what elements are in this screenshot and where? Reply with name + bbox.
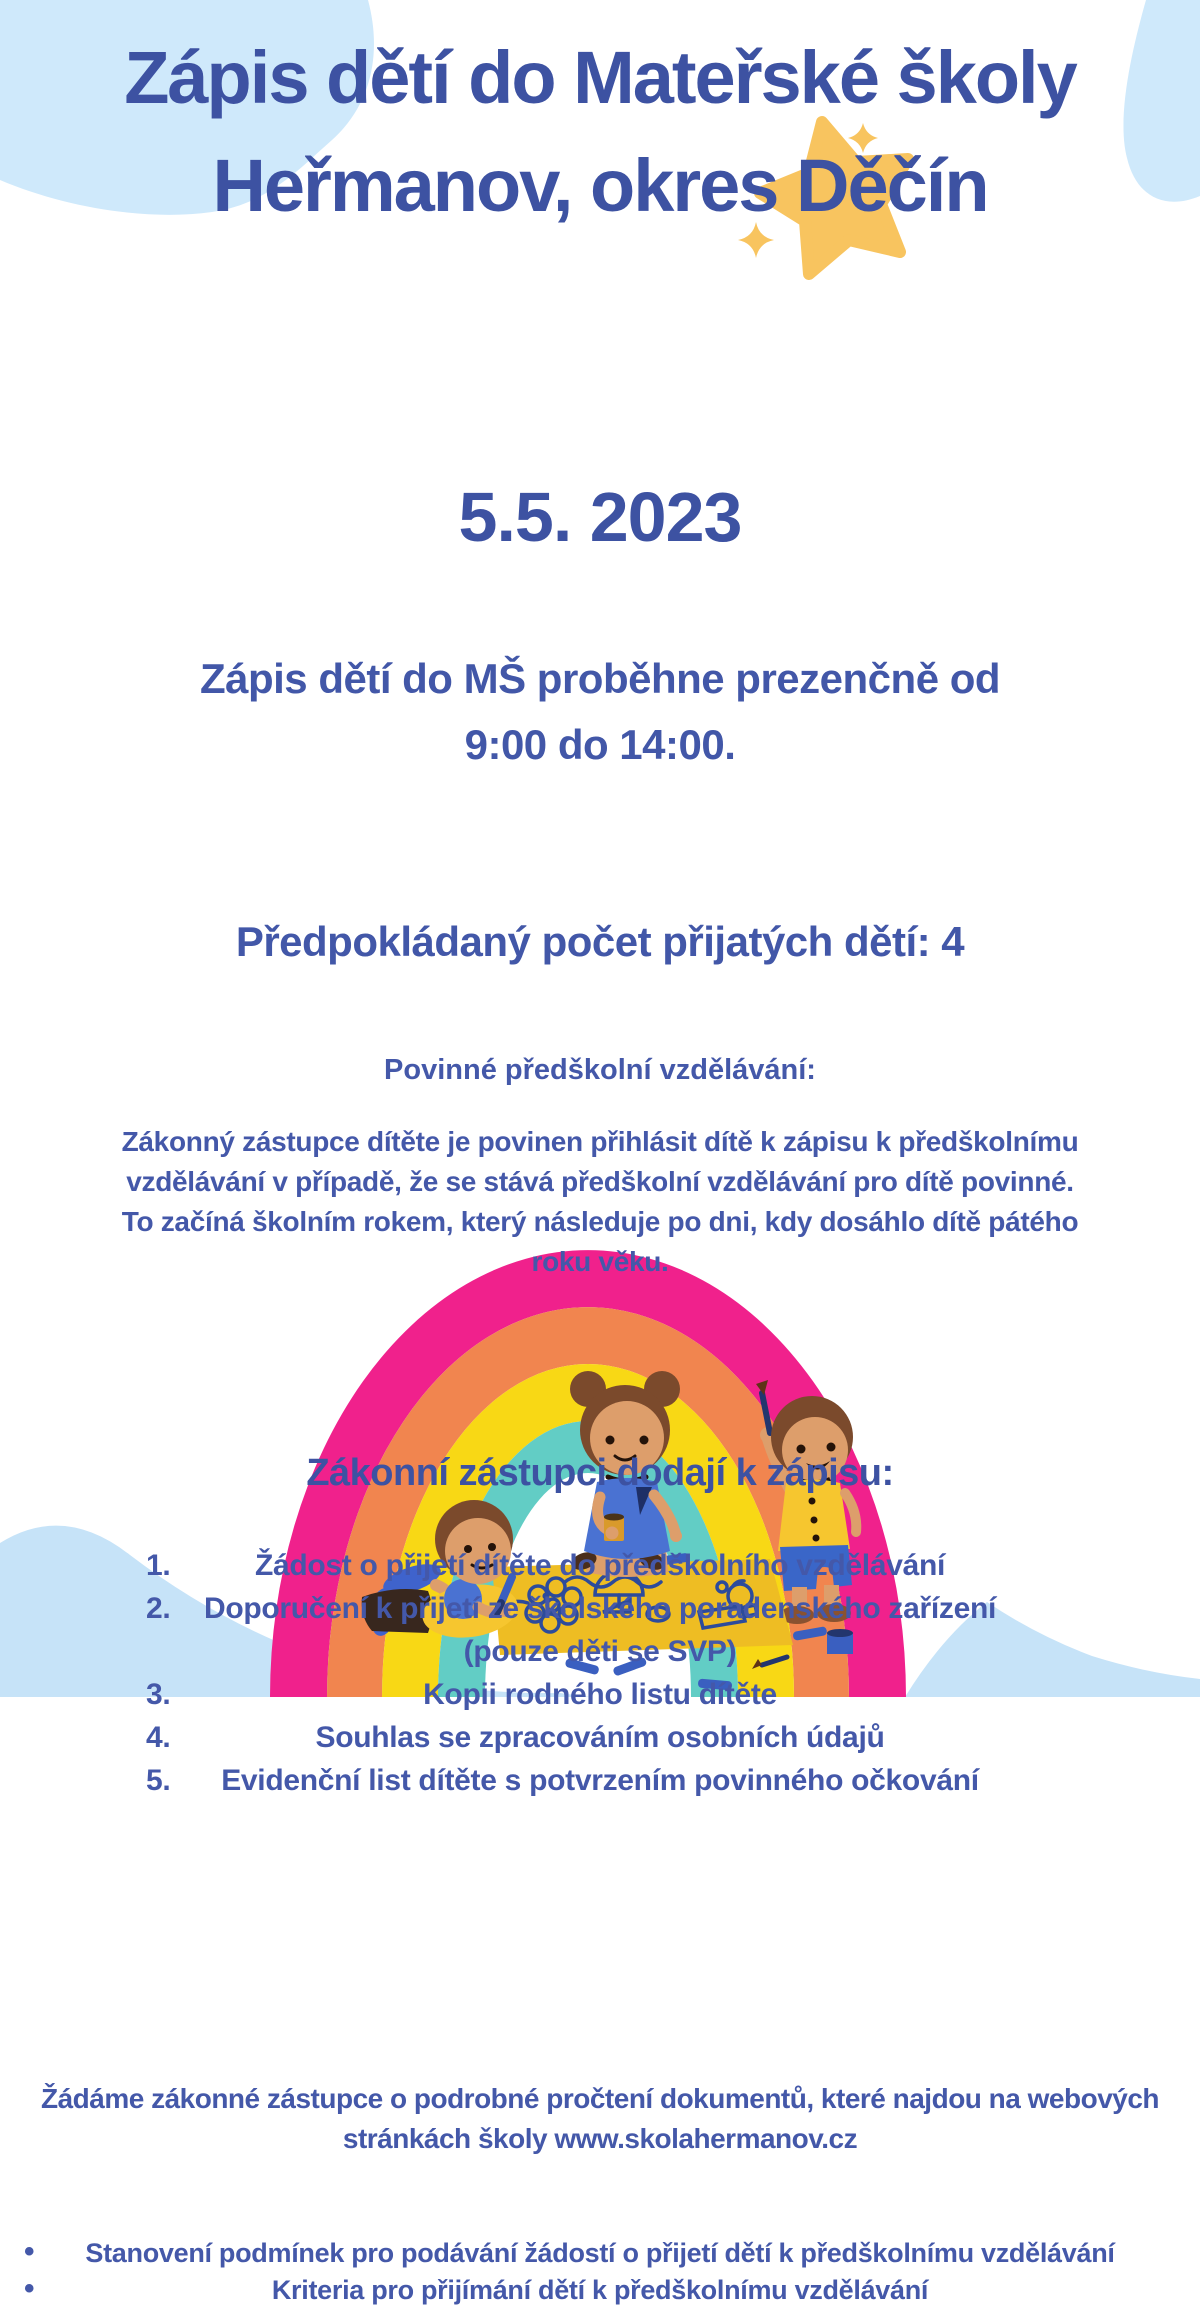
bullet-dot-icon: • xyxy=(24,2272,35,2305)
documents-section-heading: Zákonní zástupci dodají k zápisu: xyxy=(306,1452,894,1494)
list-item-number: 4. xyxy=(146,1721,171,1754)
paragraph-line: Zákonný zástupce dítěte je povinen přihlásit dítě k zápisu k předškolnímu xyxy=(121,1126,1079,1157)
list-item-text: Doporučení k přijetí ze školského poradenského zařízení xyxy=(203,1592,997,1625)
paragraph-line: roku věku. xyxy=(531,1246,669,1277)
bullet-list xyxy=(0,2235,1200,2309)
list-item-text: Evidenční list dítěte s potvrzením povinného očkování xyxy=(221,1764,979,1797)
mandatory-section-paragraph xyxy=(0,1122,1200,1282)
subtitle xyxy=(0,646,1200,778)
footer-request-paragraph xyxy=(0,2079,1200,2159)
paragraph-line: vzdělávání v případě, že se stává předškolní vzdělávání pro dítě povinné. xyxy=(126,1166,1074,1197)
bullet-item xyxy=(0,2235,1200,2272)
paragraph-line: To začíná školním rokem, který následuje po dni, kdy dosáhlo dítě pátého xyxy=(121,1206,1079,1237)
list-item xyxy=(0,1759,1200,1802)
subtitle-line-1: Zápis dětí do MŠ proběhne prezenčně od xyxy=(199,655,1001,702)
bullet-item-text: Kriteria pro přijímání dětí k předškolnímu vzdělávání xyxy=(271,2275,929,2305)
expected-children-count: Předpokládaný počet přijatých dětí: 4 xyxy=(235,918,965,965)
list-item-note xyxy=(0,1630,1200,1673)
list-item-text: Žádost o přijetí dítěte do předškolního vzdělávání xyxy=(254,1549,946,1582)
list-item-number: 3. xyxy=(146,1678,171,1711)
numbered-list xyxy=(0,1544,1200,1802)
list-item xyxy=(0,1716,1200,1759)
list-item-text: Kopii rodného listu dítěte xyxy=(423,1678,777,1711)
list-item-number: 2. xyxy=(146,1592,171,1625)
footer-request-line-2-prefix: stránkách školy xyxy=(342,2123,555,2154)
subtitle-line-2: 9:00 do 14:00. xyxy=(464,721,736,768)
website-link[interactable]: www.skolahermanov.cz xyxy=(554,2123,858,2154)
title-line-1: Zápis dětí do Mateřské školy xyxy=(124,36,1076,119)
bullet-item xyxy=(0,2272,1200,2309)
list-item xyxy=(0,1544,1200,1587)
footer-request-line-2 xyxy=(343,2123,857,2154)
list-item xyxy=(0,1673,1200,1716)
list-item-text: (pouze děti se SVP) xyxy=(463,1635,737,1668)
list-item-number: 1. xyxy=(146,1549,171,1582)
list-item-text: Souhlas se zpracováním osobních údajů xyxy=(315,1721,885,1754)
mandatory-section-heading: Povinné předškolní vzdělávání: xyxy=(384,1054,816,1086)
bullet-dot-icon: • xyxy=(24,2235,35,2268)
bullet-item-text: Stanovení podmínek pro podávání žádostí o přijetí dětí k předškolnímu vzdělávání xyxy=(85,2238,1115,2268)
event-date: 5.5. 2023 xyxy=(458,478,742,556)
title-line-2: Heřmanov, okres Děčín xyxy=(212,144,988,227)
footer-request-line-1: Žádáme zákonné zástupce o podrobné pročtení dokumentů, které najdou na webových xyxy=(40,2083,1160,2114)
page-title xyxy=(0,24,1200,240)
list-item xyxy=(0,1587,1200,1630)
list-item-number: 5. xyxy=(146,1764,171,1797)
